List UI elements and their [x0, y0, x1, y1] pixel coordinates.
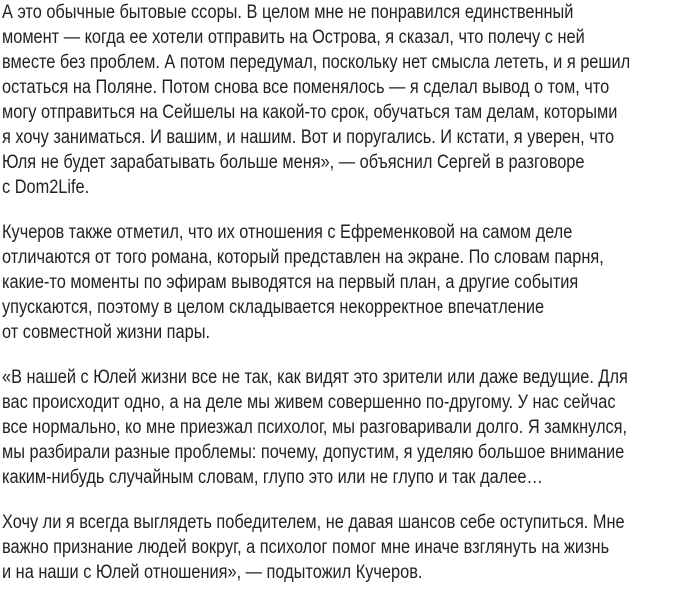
text-line: «В нашей с Юлей жизни все не так, как видят это зрители или даже ведущие. Для — [2, 367, 628, 388]
text-line: мы разбирали разные проблемы: почему, допустим, я уделяю большое внимание — [2, 442, 625, 463]
text-line: Юля не будет зарабатывать больше меня», — объяснил Сергей в разговоре — [2, 152, 585, 173]
text-line: от совместной жизни пары. — [2, 322, 210, 343]
text-line: вместе без проблем. А потом передумал, поскольку нет смысла лететь, и я решил — [2, 52, 631, 73]
text-line: все нормально, ко мне приезжал психолог, мы разговаривали долго. Я замкнулся, — [2, 417, 628, 438]
paragraph — [2, 365, 699, 490]
text-line: остаться на Поляне. Потом снова все поменялось — я сделал вывод о том, что — [2, 77, 610, 98]
text-line: с Dom2Life. — [2, 177, 90, 198]
article-body — [2, 0, 699, 605]
text-line: упускаются, поэтому в целом складывается некорректное впечатление — [2, 297, 545, 318]
paragraph — [2, 0, 699, 200]
text-line: каким-нибудь случайным словам, глупо это или не глупо и так далее… — [2, 467, 543, 488]
text-line: я хочу заниматься. И вашим, и нашим. Вот и поругались. И кстати, я уверен, что — [2, 127, 615, 148]
text-line: отличаются от того романа, который представлен на экране. По словам парня, — [2, 247, 604, 268]
paragraph — [2, 220, 699, 345]
paragraph — [2, 510, 699, 585]
text-line: А это обычные бытовые ссоры. В целом мне не понравился единственный — [2, 2, 574, 23]
text-line: Кучеров также отметил, что их отношения с Ефременковой на самом деле — [2, 222, 573, 243]
text-line: важно признание людей вокруг, а психолог помог мне иначе взглянуть на жизнь — [2, 537, 610, 558]
text-line: момент — когда ее хотели отправить на Острова, я сказал, что полечу с ней — [2, 27, 585, 48]
text-line: Хочу ли я всегда выглядеть победителем, не давая шансов себе оступиться. Мне — [2, 512, 625, 533]
text-line: какие-то моменты по эфирам выводятся на первый план, а другие события — [2, 272, 579, 293]
text-line: вас происходит одно, а на деле мы живем совершенно по-другому. У нас сейчас — [2, 392, 616, 413]
text-line: и на наши с Юлей отношения», — подытожил Кучеров. — [2, 562, 423, 583]
text-line: могу отправиться на Сейшелы на какой-то срок, обучаться там делам, которыми — [2, 102, 618, 123]
